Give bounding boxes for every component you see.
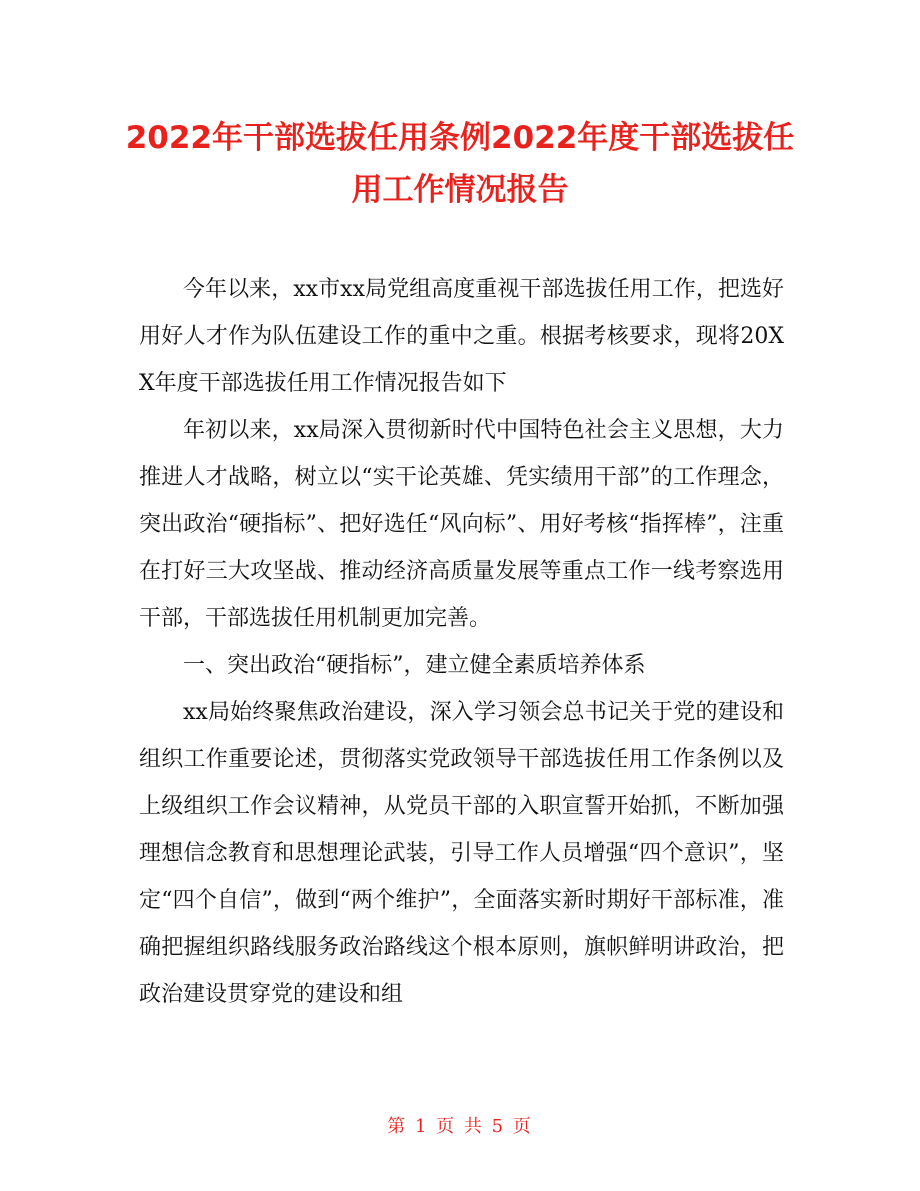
page-number-footer: 第 1 页 共 5 页 xyxy=(387,1116,533,1137)
document-body xyxy=(139,266,784,1018)
paragraph-section-1: xx局始终聚焦政治建设，深入学习领会总书记关于党的建设和组织工作重要论述，贯彻落实党政领导干部选拔任用工作条例以及上级组织工作会议精神，从党员干部的入职宣誓开始抓，不断加强理想信念教育和思想理论武装，引导工作人员增强“四个意识”，坚定“四个自信”，做到“两个维护”，全面落实新时期好干部标准，准确把握组织路线服务政治路线这个根本原则，旗帜鲜明讲政治，把政治建设贯穿党的建设和组 xyxy=(139,700,784,1007)
paragraph-intro: 今年以来，xx市xx局党组高度重视干部选拔任用工作，把选好用好人才作为队伍建设工作的重中之重。根据考核要求，现将20XX年度干部选拔任用工作情况报告如下 xyxy=(139,277,784,396)
document-title: 2022年干部选拔任用条例2022年度干部选拔任用工作情况报告 xyxy=(125,120,795,208)
paragraph-overview: 年初以来，xx局深入贯彻新时代中国特色社会主义思想，大力推进人才战略，树立以“实干论英雄、凭实绩用干部”的工作理念，突出政治“硬指标”、把好选任“风向标”、用好考核“指挥棒”，注重在打好三大攻坚战、推动经济高质量发展等重点工作一线考察选用干部，干部选拔任用机制更加完善。 xyxy=(139,418,784,631)
section-heading-1: 一、突出政治“硬指标”，建立健全素质培养体系 xyxy=(183,653,646,678)
